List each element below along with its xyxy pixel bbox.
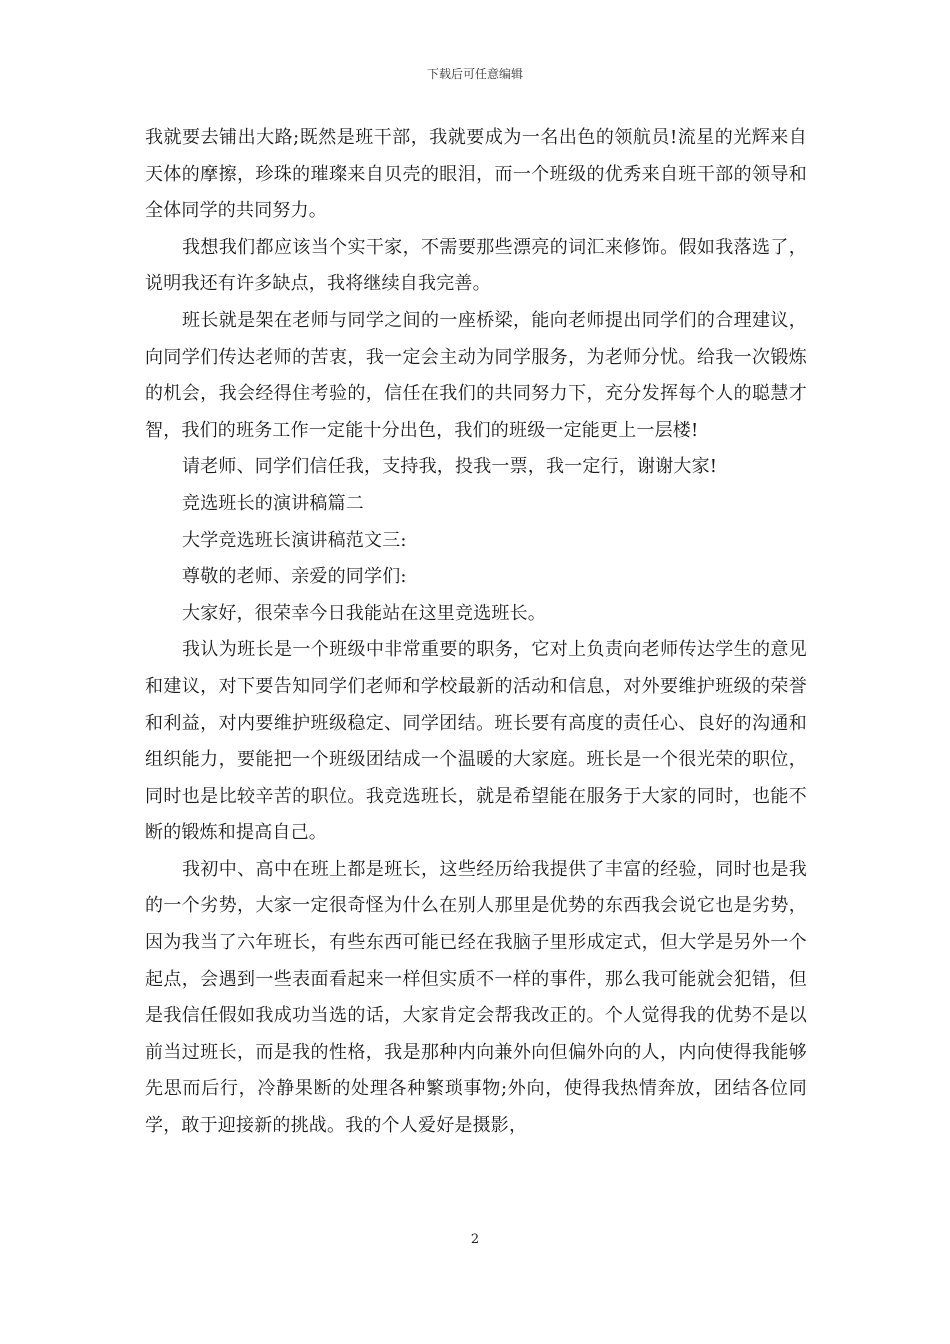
page-number: 2 (470, 1232, 480, 1247)
document-body (145, 120, 807, 1145)
paragraph: 请老师、同学们信任我，支持我，投我一票，我一定行，谢谢大家! (182, 456, 718, 478)
page-header: 下载后可任意编辑 (426, 67, 523, 81)
paragraph: 我想我们都应该当个实干家，不需要那些漂亮的词汇来修饰。假如我落选了，说明我还有许多缺点，我将继续自我完善。 (145, 236, 807, 295)
salutation: 尊敬的老师、亲爱的同学们: (182, 566, 407, 588)
section-heading: 竞选班长的演讲稿篇二 (182, 492, 364, 514)
paragraph: 我初中、高中在班上都是班长，这些经历给我提供了丰富的经验，同时也是我的一个劣势，大家一定很奇怪为什么在别人那里是优势的东西我会说它也是劣势，因为我当了六年班长，有些东西可能已经在我脑子里形成定式，但大学是另外一个起点，会遇到一些表面看起来一样但实质不一样的事件，那么我可能就会犯错，但是我信任假如我成功当选的话，大家肯定会帮我改正的。个人觉得我的优势不是以前当过班长，而是我的性格，我是那种内向兼外向但偏外向的人，内向使得我能够先思而后行，冷静果断的处理各种繁琐事物;外向，使得我热情奔放，团结各位同学，敢于迎接新的挑战。我的个人爱好是摄影， (145, 858, 807, 1137)
paragraph: 我就要去铺出大路;既然是班干部，我就要成为一名出色的领航员!流星的光辉来自天体的摩擦，珍珠的璀璨来自贝壳的眼泪，而一个班级的优秀来自班干部的领导和全体同学的共同努力。 (145, 127, 807, 222)
paragraph: 班长就是架在老师与同学之间的一座桥梁，能向老师提出同学们的合理建议，向同学们传达老师的苦衷，我一定会主动为同学服务，为老师分忧。给我一次锻炼的机会，我会经得住考验的，信任在我们的共同努力下，充分发挥每个人的聪慧才智，我们的班务工作一定能十分出色，我们的班级一定能更上一层楼! (145, 309, 807, 441)
paragraph: 大家好，很荣幸今日我能站在这里竞选班长。 (182, 602, 546, 624)
paragraph: 我认为班长是一个班级中非常重要的职务，它对上负责向老师传达学生的意见和建议，对下要告知同学们老师和学校最新的活动和信息，对外要维护班级的荣誉和利益，对内要维护班级稳定、同学团结。班长要有高度的责任心、良好的沟通和组织能力，要能把一个班级团结成一个温暖的大家庭。班长是一个很光荣的职位，同时也是比较辛苦的职位。我竞选班长，就是希望能在服务于大家的同时，也能不断的锻炼和提高自己。 (145, 639, 807, 844)
section-heading: 大学竞选班长演讲稿范文三: (182, 529, 407, 551)
